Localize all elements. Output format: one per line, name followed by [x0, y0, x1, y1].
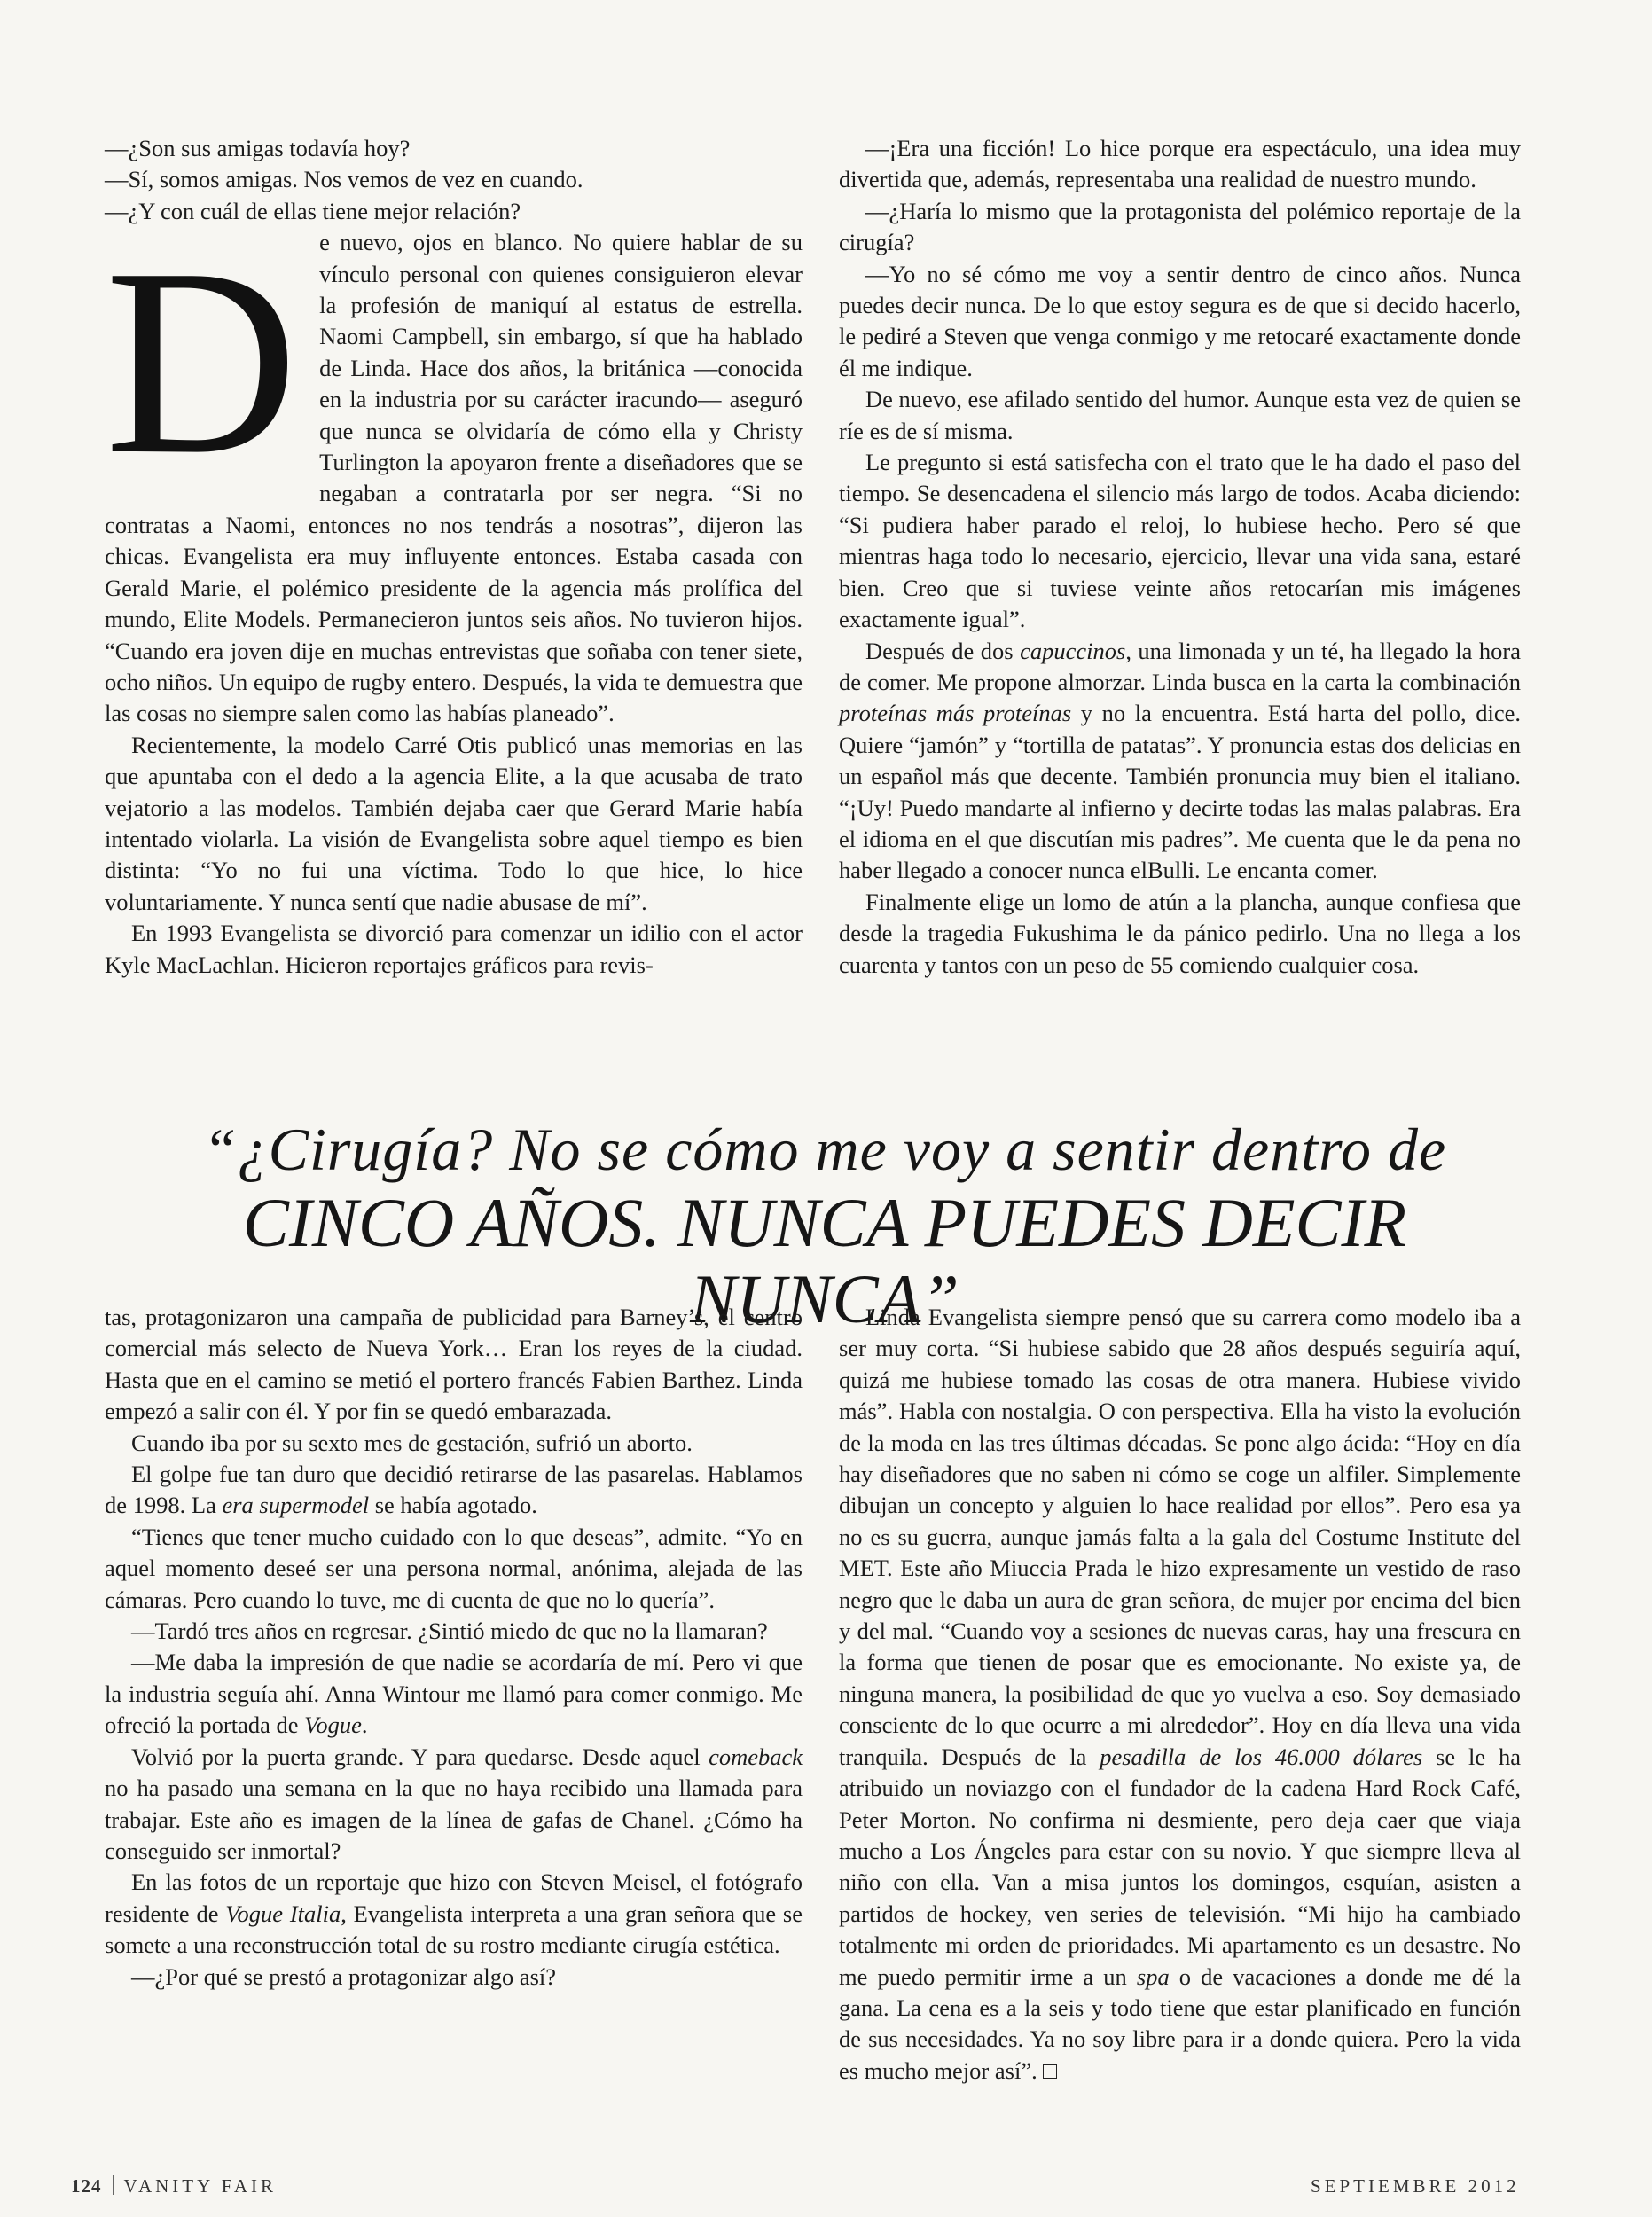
dialogue-line: —Sí, somos amigas. Nos vemos de vez en cuando. — [105, 166, 583, 193]
paragraph — [105, 1742, 803, 1868]
paragraph: En 1993 Evangelista se divorció para comenzar un idilio con el actor Kyle MacLachlan. Hicieron reportajes gráficos para revis- — [105, 920, 803, 978]
paragraph — [105, 214, 803, 730]
text-run: y no la encuentra. Está harta del pollo, dice. Quiere “jamón” y “tortilla de patatas”. Y pronuncia estas dos delicias en un español más que decente. También pronuncia muy bien el italiano. “¡Uy! Puedo mandarte al infierno y decirte todas las malas palabras. Era el idioma en el que discutían mis padres”. Me cuenta que le da pena no haber llegado a conocer nunca elBulli. Le encanta comer. — [839, 700, 1521, 884]
dialogue-line: —¿Son sus amigas todavía hoy? — [105, 135, 411, 161]
text-run: se había agotado. — [369, 1492, 537, 1519]
text-run: Después de dos — [865, 637, 1021, 664]
italic-text: Vogue — [304, 1712, 362, 1739]
paragraph-text: e nuevo, ojos en blanco. No quiere hablar de su vínculo personal con quienes consiguieron elevar la profesión de maniquí al estatus de estrella. Naomi Campbell, sin embargo, sí que ha hablado de Linda. Hace dos años, la británica —conocida en la industria por su carácter iracundo— aseguró que nunca se olvidaría de cómo ella y Christy Turlington la apoyaron frente a diseñadores que se negaban a contratarla por ser negra. “Si no contratas a Naomi, entonces no nos tendrás a nosotras”, dijeron las chicas. Evangelista era muy influyente entonces. Estaba casada con Gerald Marie, el polémico presidente de la agencia más prolífica del mundo, Elite Models. Permanecieron juntos seis años. No tuvieron hijos. “Cuando era joven dije en muchas entrevistas que soñaba con tener siete, ocho niños. Un equipo de rugby entero. Después, la vida te demuestra que las cosas no siempre salen como las habías planeado”. — [105, 229, 803, 727]
magazine-name: VANITY FAIR — [123, 2175, 278, 2197]
column-top-right — [839, 133, 1521, 981]
column-top-left — [105, 133, 803, 981]
paragraph — [839, 636, 1521, 887]
paragraph: Recientemente, la modelo Carré Otis publicó unas memorias en las que apuntaba con el dedo a la agencia Elite, a la que acusaba de trato vejatorio a las modelos. También dejaba caer que Gerard Marie había intentado violarla. La visión de Evangelista sobre aquel tiempo es bien distinta: “Yo no fui una víctima. Todo lo que hice, lo hice voluntariamente. Y nunca sentí que nadie abusase de mí”. — [105, 731, 803, 915]
footer-left — [71, 2175, 277, 2197]
italic-text: pesadilla de los 46.000 dólares — [1100, 1743, 1423, 1770]
italic-text: Vogue Italia — [225, 1900, 341, 1927]
pull-quote-line-1: “¿Cirugía? No se cómo me voy a sentir dentro de — [202, 1116, 1447, 1183]
italic-text: spa — [1136, 1962, 1170, 1990]
text-run: . — [361, 1712, 368, 1739]
paragraph — [105, 1867, 803, 1961]
text-run: no ha pasado una semana en la que no haya recibido una llamada para trabajar. Este año es imagen de la línea de gafas de Chanel. ¿Cómo ha conseguido ser inmortal? — [105, 1774, 803, 1864]
paragraph: tas, protagonizaron una campaña de publicidad para Barney’s, el centro comercial más selecto de Nueva York… Eran los reyes de la ciudad. Hasta que en el camino se metió el portero francés Fabien Barthez. Linda empezó a salir con él. Y por fin se quedó embarazada. — [105, 1304, 803, 1425]
paragraph: —Tardó tres años en regresar. ¿Sintió miedo de que no la llamaran? — [131, 1618, 768, 1645]
paragraph: “Tienes que tener mucho cuidado con lo que deseas”, admite. “Yo en aquel momento deseé ser una persona normal, anónima, alejada de las cámaras. Pero cuando lo tuve, me di cuenta de que no lo quería”. — [105, 1523, 803, 1613]
italic-text: comeback — [709, 1743, 803, 1770]
text-run: Linda Evangelista siempre pensó que su carrera como modelo iba a ser muy corta. “Si hubiese sabido que 28 años después seguiría aquí, quizá me hubiese tomado las cosas de otra manera. Hubiese vivido más”. Habla con nostalgia. O con perspectiva. Ella ha visto la evolución de la moda en las tres últimas décadas. Se pone algo ácida: “Hoy en día hay diseñadores que no saben ni cómo se coge un alfiler. Simplemente dibujan un concepto y alguien lo hace realidad por ellos”. Pero esa ya no es su guerra, aunque jamás falta a la gala del Costume Institute del MET. Este año Miuccia Prada le hizo expresamente un vestido de raso negro que le daba un aura de gran señora, de mujer por encima del bien y del mal. “Cuando voy a sesiones de nuevas caras, hay una frescura en la forma que tienen de posar que es emocionante. No existe ya, de ninguna manera, la posibilidad de que yo vuelva a eso. Soy demasiado consciente de lo que ocurre a mi alrededor”. Hoy en día lleva una vida tranquila. Después de la — [839, 1304, 1521, 1770]
paragraph — [105, 1459, 803, 1522]
drop-cap: D — [105, 214, 299, 511]
paragraph — [839, 1302, 1521, 2087]
paragraph: Le pregunto si está satisfecha con el trato que le ha dado el paso del tiempo. Se desencadena el silencio más largo de todos. Acaba diciendo: “Si pudiera haber parado el reloj, lo hubiese hecho. Pero sé que mientras haga todo lo necesario, ejercicio, llevar una vida sana, estaré bien. Creo que si tuviese veinte años retocarían mis imágenes exactamente igual”. — [839, 449, 1521, 633]
paragraph: Cuando iba por su sexto mes de gestación, sufrió un aborto. — [131, 1429, 693, 1456]
text-run: El golpe fue tan duro que decidió retirarse de las pasarelas. Hablamos de 1998. La — [105, 1461, 803, 1519]
footer-divider — [113, 2175, 114, 2195]
text-run: Volvió por la puerta grande. Y para quedarse. Desde aquel — [131, 1743, 709, 1770]
paragraph: Finalmente elige un lomo de atún a la plancha, aunque confiesa que desde la tragedia Fukushima le da pánico pedirlo. Una no llega a los cuarenta y tantos con un peso de 55 comiendo cualquier cosa. — [839, 888, 1521, 978]
column-bottom-left — [105, 1302, 803, 1993]
paragraph: De nuevo, ese afilado sentido del humor. Aunque esta vez de quien se ríe es de sí misma. — [839, 386, 1521, 444]
italic-text: proteínas más proteínas — [839, 700, 1072, 727]
paragraph — [105, 1647, 803, 1741]
paragraph: —¡Era una ficción! Lo hice porque era espectáculo, una idea muy divertida que, además, representaba una realidad de nuestro mundo. — [839, 135, 1521, 193]
italic-text: era supermodel — [222, 1492, 370, 1519]
paragraph: —¿Por qué se prestó a protagonizar algo así? — [131, 1962, 557, 1990]
column-bottom-right — [839, 1302, 1521, 2087]
pull-quote-line-2: CINCO AÑOS. NUNCA PUEDES DECIR NUNCA” — [242, 1184, 1407, 1337]
dialogue-line: —¿Y con cuál de ellas tiene mejor relación? — [105, 197, 521, 224]
text-run: —Me daba la impresión de que nadie se acordaría de mí. Pero vi que la industria seguía ahí. Anna Wintour me llamó para comer conmigo. Me ofreció la portada de — [105, 1649, 803, 1739]
footer-right — [1311, 2175, 1520, 2197]
text-run: , una limonada y un té, ha llegado la hora de comer. Me propone almorzar. Linda busca en la carta la combinación — [839, 637, 1521, 695]
text-run: se le ha atribuido un noviazgo con el fundador de la cadena Hard Rock Café, Peter Morton. No confirma ni desmiente, pero deja caer que viaja mucho a Los Ángeles para estar con su novio. Y que siempre lleva al niño con ella. Van a misa juntos los domingos, esquían, asisten a partidos de hockey, ven series de televisión. “Mi hijo ha cambiado totalmente mi orden de prioridades. Mi apartamento es un desastre. No me puedo permitir irme a un — [839, 1743, 1521, 1990]
page-number: 124 — [71, 2175, 102, 2197]
end-mark-icon — [1043, 2064, 1057, 2079]
text-run: En las fotos de un reportaje que hizo con Steven Meisel, el fotógrafo residente de — [105, 1868, 803, 1927]
text-run: , Evangelista interpreta a una gran señora que se somete a una reconstrucción total de su rostro mediante cirugía estética. — [105, 1900, 803, 1959]
text-run: o de vacaciones a donde me dé la gana. La cena es a la seis y todo tiene que estar planificado en función de sus necesidades. Ya no soy libre para ir a donde quiera. Pero la vida es mucho mejor así”. — [839, 1962, 1521, 2084]
paragraph: —¿Haría lo mismo que la protagonista del polémico reportaje de la cirugía? — [839, 197, 1521, 256]
paragraph: —Yo no sé cómo me voy a sentir dentro de cinco años. Nunca puedes decir nunca. De lo que estoy segura es de que si decido hacerlo, le pediré a Steven que venga conmigo y me retocaré exactamente donde él me indique. — [839, 260, 1521, 381]
italic-text: capuccinos — [1020, 637, 1126, 664]
issue-date: SEPTIEMBRE 2012 — [1311, 2175, 1520, 2197]
